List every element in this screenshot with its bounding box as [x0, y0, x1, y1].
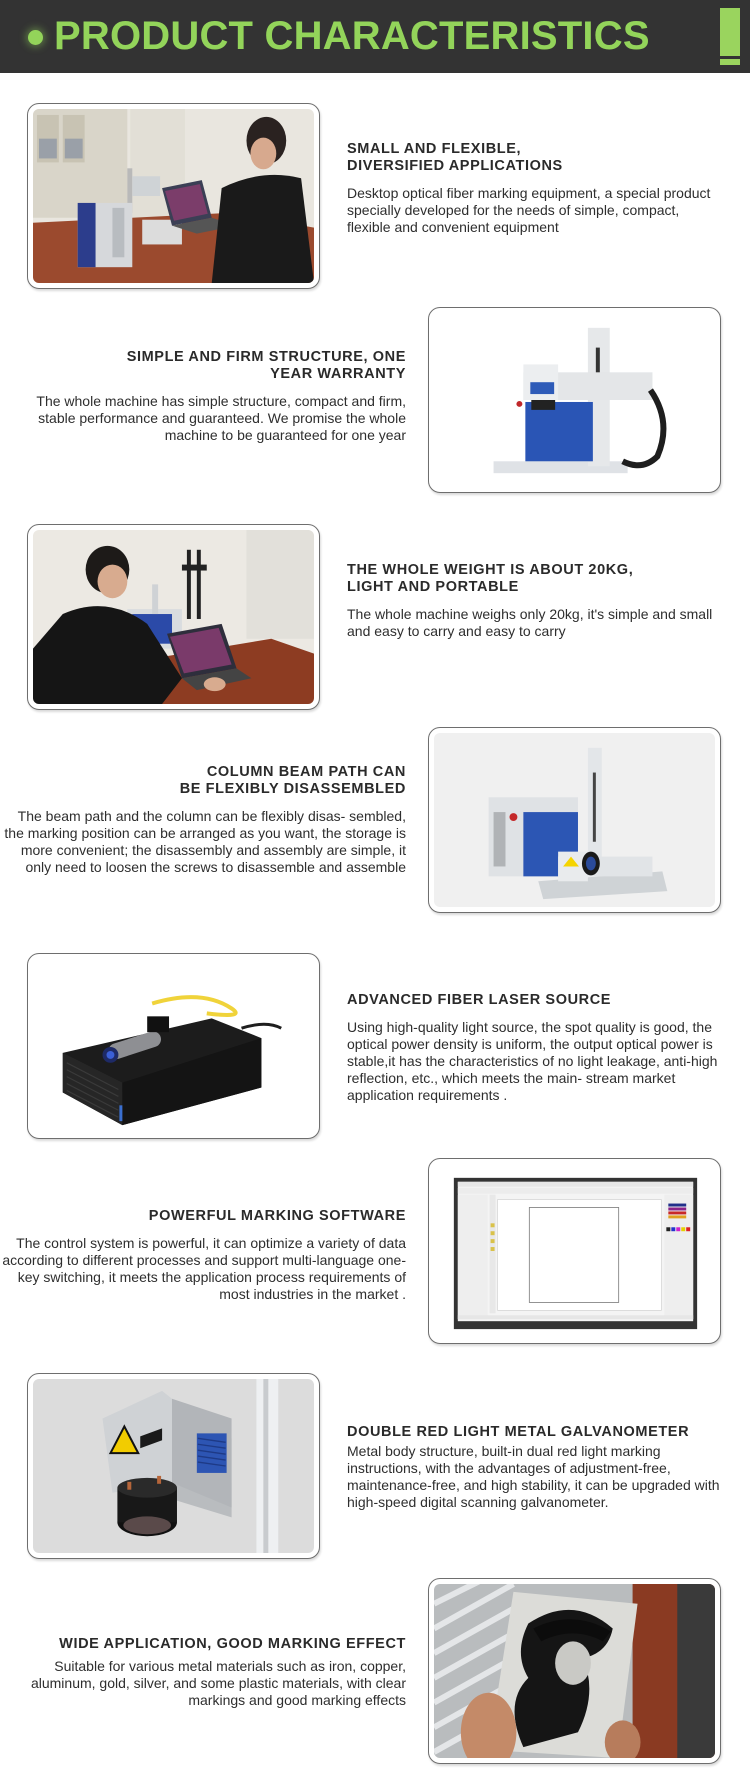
feature-image-frame	[27, 524, 320, 710]
feature-description: The whole machine has simple structure, compact and firm, stable performance and guaranteed. We promise the whole machine to be guaranteed for one year	[36, 393, 406, 443]
feature-description: Metal body structure, built-in dual red light marking instructions, with the advantages of adjustment-free, maintenance-free, and high stability, it can be upgraded with high-speed digital scanning galvanometer.	[347, 1443, 720, 1510]
feature-title: ADVANCED FIBER LASER SOURCE	[347, 992, 612, 1008]
feature-description: Using high-quality light source, the spot quality is good, the optical power density is uniform, the output optical power is stable,it has the characteristics of no light leakage, anti-high reflection, etc., which meets the main- stream market application requirements .	[347, 1019, 718, 1103]
section-title: PRODUCT CHARACTERISTICS	[54, 14, 650, 58]
engraved-card-photo	[434, 1584, 715, 1758]
feature-text-3	[347, 562, 722, 640]
feature-image-frame	[27, 1373, 320, 1559]
galvanometer-photo	[33, 1379, 314, 1553]
feature-text-2	[0, 349, 406, 444]
marking-machine-photo	[434, 313, 715, 487]
feature-title: SMALL AND FLEXIBLE, DIVERSIFIED APPLICATIONS	[347, 141, 563, 174]
feature-description: The whole machine weighs only 20kg, it's simple and small and easy to carry and easy to carry	[347, 606, 713, 639]
exclamation-bar-icon	[720, 8, 740, 56]
feature-text-7	[347, 1424, 722, 1511]
feature-title: WIDE APPLICATION, GOOD MARKING EFFECT	[59, 1636, 406, 1652]
feature-title: COLUMN BEAM PATH CAN BE FLEXIBLY DISASSEMBLED	[179, 764, 406, 797]
feature-text-5	[347, 992, 722, 1104]
feature-image-frame	[27, 953, 320, 1139]
marking-software-screenshot	[434, 1164, 715, 1338]
feature-text-6	[0, 1208, 406, 1303]
section-header	[0, 0, 750, 73]
feature-text-4	[0, 764, 406, 876]
feature-title: THE WHOLE WEIGHT IS ABOUT 20KG, LIGHT AND PORTABLE	[347, 562, 634, 595]
office-marking-photo	[33, 109, 314, 283]
bullet-dot-icon	[28, 30, 43, 45]
disassembled-machine-photo	[434, 733, 715, 907]
feature-description: The beam path and the column can be flexibly disas- sembled, the marking position can be arranged as you want, the storage is more convenient; the disassembly and assembly are simple, it only need to loosen the screws to disassemble and assemble	[4, 808, 406, 875]
exclamation-dot-icon	[720, 59, 740, 65]
feature-image-frame	[428, 1158, 721, 1344]
feature-text-8	[0, 1636, 406, 1709]
feature-description: The control system is powerful, it can optimize a variety of data according to different processes and support multi-language one-key switching, it meets the application process requirements of most industries in the market .	[2, 1235, 406, 1302]
feature-image-frame	[428, 307, 721, 493]
feature-title: POWERFUL MARKING SOFTWARE	[148, 1208, 406, 1224]
feature-description: Desktop optical fiber marking equipment, a special product specially developed for the needs of simple, compact, flexible and convenient equipment	[347, 185, 711, 235]
feature-image-frame	[428, 1578, 721, 1764]
feature-description: Suitable for various metal materials such as iron, copper, aluminum, gold, silver, and some plastic materials, with clear markings and good marking effects	[30, 1658, 406, 1708]
feature-text-1	[347, 141, 722, 236]
portable-use-photo	[33, 530, 314, 704]
fiber-laser-source-photo	[33, 959, 314, 1133]
feature-image-frame	[428, 727, 721, 913]
feature-image-frame	[27, 103, 320, 289]
feature-title: SIMPLE AND FIRM STRUCTURE, ONE YEAR WARRANTY	[126, 349, 406, 382]
feature-title: DOUBLE RED LIGHT METAL GALVANOMETER	[347, 1424, 690, 1440]
